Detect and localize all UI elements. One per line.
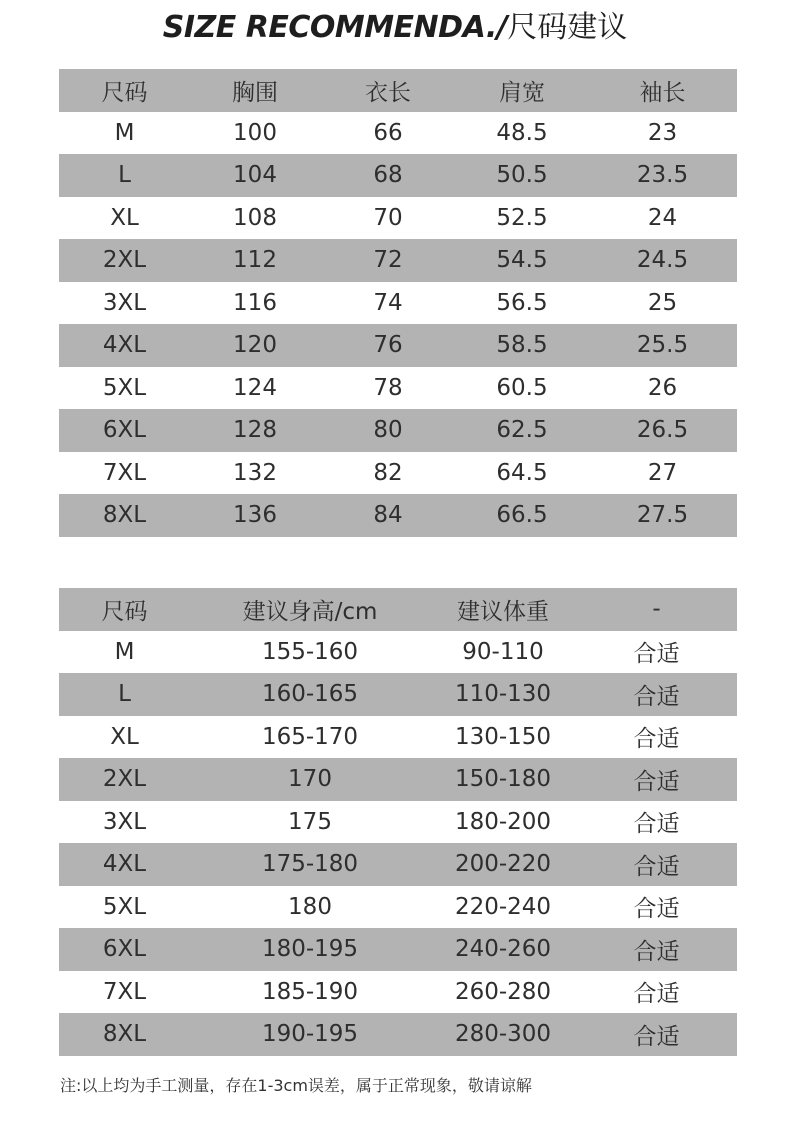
- sleeve-cell: 25.5: [588, 324, 737, 367]
- size-cell: 7XL: [102, 978, 147, 1005]
- height-cell: 155-160: [261, 638, 359, 665]
- sleeve-cell: 26.5: [588, 409, 737, 452]
- header-shoulder: 肩宽: [456, 69, 588, 112]
- length-cell: 74: [373, 289, 403, 316]
- table-row: [59, 409, 737, 452]
- weight-cell: 150-180: [430, 758, 576, 801]
- fit-cell: 合适: [633, 726, 680, 753]
- weight-cell: 240-260: [430, 928, 576, 971]
- size-cell: 4XL: [59, 843, 190, 886]
- size-cell: XL: [110, 723, 139, 750]
- table-row: [59, 197, 737, 240]
- chest-cell: 128: [190, 409, 320, 452]
- size-cell: 6XL: [59, 409, 190, 452]
- length-cell: 70: [373, 204, 403, 231]
- length-cell: 68: [320, 154, 456, 197]
- table-row: [59, 886, 737, 929]
- header-height: 建议身高/cm: [190, 588, 430, 631]
- chest-cell: 112: [190, 239, 320, 282]
- sleeve-cell: 25: [647, 289, 678, 316]
- header-weight: 建议体重: [430, 588, 576, 631]
- header-chest: 胸围: [190, 69, 320, 112]
- header-size: 尺码: [59, 588, 190, 631]
- table-row: [59, 843, 737, 886]
- page-title: [0, 6, 790, 50]
- height-cell: 180: [288, 893, 332, 920]
- garment-measurement-table: [59, 69, 737, 537]
- sleeve-cell: 24.5: [588, 239, 737, 282]
- shoulder-cell: 50.5: [456, 154, 588, 197]
- table-row: [59, 112, 737, 155]
- height-cell: 190-195: [190, 1013, 430, 1056]
- size-cell: 8XL: [59, 494, 190, 537]
- fit-cell: 合适: [633, 981, 680, 1008]
- header-length: 衣长: [320, 69, 456, 112]
- size-cell: 2XL: [59, 758, 190, 801]
- height-cell: 185-190: [261, 978, 359, 1005]
- size-cell: M: [114, 638, 135, 665]
- shoulder-cell: 66.5: [456, 494, 588, 537]
- length-cell: 76: [320, 324, 456, 367]
- size-cell: 5XL: [102, 374, 147, 401]
- shoulder-cell: 62.5: [456, 409, 588, 452]
- table-row: [59, 801, 737, 844]
- chest-cell: 108: [233, 204, 277, 231]
- height-cell: 175-180: [190, 843, 430, 886]
- length-cell: 82: [373, 459, 403, 486]
- size-cell: L: [59, 154, 190, 197]
- chest-cell: 132: [233, 459, 277, 486]
- table-row: [59, 154, 737, 197]
- sleeve-cell: 27: [647, 459, 678, 486]
- height-cell: 180-195: [190, 928, 430, 971]
- chest-cell: 104: [190, 154, 320, 197]
- sleeve-cell: 26: [647, 374, 678, 401]
- weight-cell: 220-240: [454, 893, 552, 920]
- header-fit: -: [576, 588, 737, 631]
- header-size: 尺码: [59, 69, 190, 112]
- size-cell: 4XL: [59, 324, 190, 367]
- shoulder-cell: 48.5: [496, 119, 548, 146]
- table-row: [59, 1013, 737, 1056]
- shoulder-cell: 56.5: [496, 289, 548, 316]
- length-cell: 84: [320, 494, 456, 537]
- height-cell: 160-165: [190, 673, 430, 716]
- shoulder-cell: 64.5: [496, 459, 548, 486]
- title-english: SIZE RECOMMENDA./: [162, 10, 508, 45]
- table-row: [59, 494, 737, 537]
- size-cell: 5XL: [102, 893, 147, 920]
- table-row: [59, 452, 737, 495]
- size-cell: 6XL: [59, 928, 190, 971]
- table-row: [59, 324, 737, 367]
- height-cell: 175: [288, 808, 332, 835]
- shoulder-cell: 54.5: [456, 239, 588, 282]
- chest-cell: 100: [233, 119, 277, 146]
- weight-cell: 180-200: [454, 808, 552, 835]
- sleeve-cell: 24: [647, 204, 678, 231]
- fit-cell: 合适: [576, 843, 737, 886]
- weight-cell: 260-280: [454, 978, 552, 1005]
- weight-cell: 110-130: [430, 673, 576, 716]
- size-cell: L: [59, 673, 190, 716]
- fit-cell: 合适: [576, 673, 737, 716]
- length-cell: 72: [320, 239, 456, 282]
- chest-cell: 124: [233, 374, 277, 401]
- table-row: [59, 928, 737, 971]
- table-header-row: [59, 588, 737, 631]
- table-row: [59, 631, 737, 674]
- weight-cell: 280-300: [430, 1013, 576, 1056]
- chest-cell: 120: [190, 324, 320, 367]
- measurement-note: 注:以上均为手工测量，存在1-3cm误差，属于正常现象，敬请谅解: [60, 1076, 532, 1095]
- shoulder-cell: 58.5: [456, 324, 588, 367]
- height-weight-table: [59, 588, 737, 1056]
- size-cell: 3XL: [102, 289, 147, 316]
- chest-cell: 136: [190, 494, 320, 537]
- sleeve-cell: 23: [647, 119, 678, 146]
- fit-cell: 合适: [576, 1013, 737, 1056]
- fit-cell: 合适: [576, 928, 737, 971]
- weight-cell: 90-110: [462, 638, 544, 665]
- fit-cell: 合适: [633, 896, 680, 923]
- weight-cell: 130-150: [454, 723, 552, 750]
- fit-cell: 合适: [633, 811, 680, 838]
- table-row: [59, 282, 737, 325]
- height-cell: 165-170: [261, 723, 359, 750]
- sleeve-cell: 27.5: [588, 494, 737, 537]
- header-sleeve: 袖长: [588, 69, 737, 112]
- table-row: [59, 758, 737, 801]
- fit-cell: 合适: [633, 641, 680, 668]
- height-cell: 170: [190, 758, 430, 801]
- table-row: [59, 239, 737, 282]
- length-cell: 66: [373, 119, 403, 146]
- shoulder-cell: 52.5: [496, 204, 548, 231]
- table-row: [59, 971, 737, 1014]
- table-header-row: [59, 69, 737, 112]
- table-row: [59, 673, 737, 716]
- title-chinese: 尺码建议: [507, 10, 628, 45]
- size-cell: M: [114, 119, 135, 146]
- size-cell: 2XL: [59, 239, 190, 282]
- size-cell: 7XL: [102, 459, 147, 486]
- length-cell: 78: [373, 374, 403, 401]
- length-cell: 80: [320, 409, 456, 452]
- size-cell: 8XL: [59, 1013, 190, 1056]
- shoulder-cell: 60.5: [496, 374, 548, 401]
- table-row: [59, 716, 737, 759]
- sleeve-cell: 23.5: [588, 154, 737, 197]
- weight-cell: 200-220: [430, 843, 576, 886]
- table-row: [59, 367, 737, 410]
- size-cell: XL: [110, 204, 139, 231]
- fit-cell: 合适: [576, 758, 737, 801]
- chest-cell: 116: [233, 289, 277, 316]
- size-cell: 3XL: [102, 808, 147, 835]
